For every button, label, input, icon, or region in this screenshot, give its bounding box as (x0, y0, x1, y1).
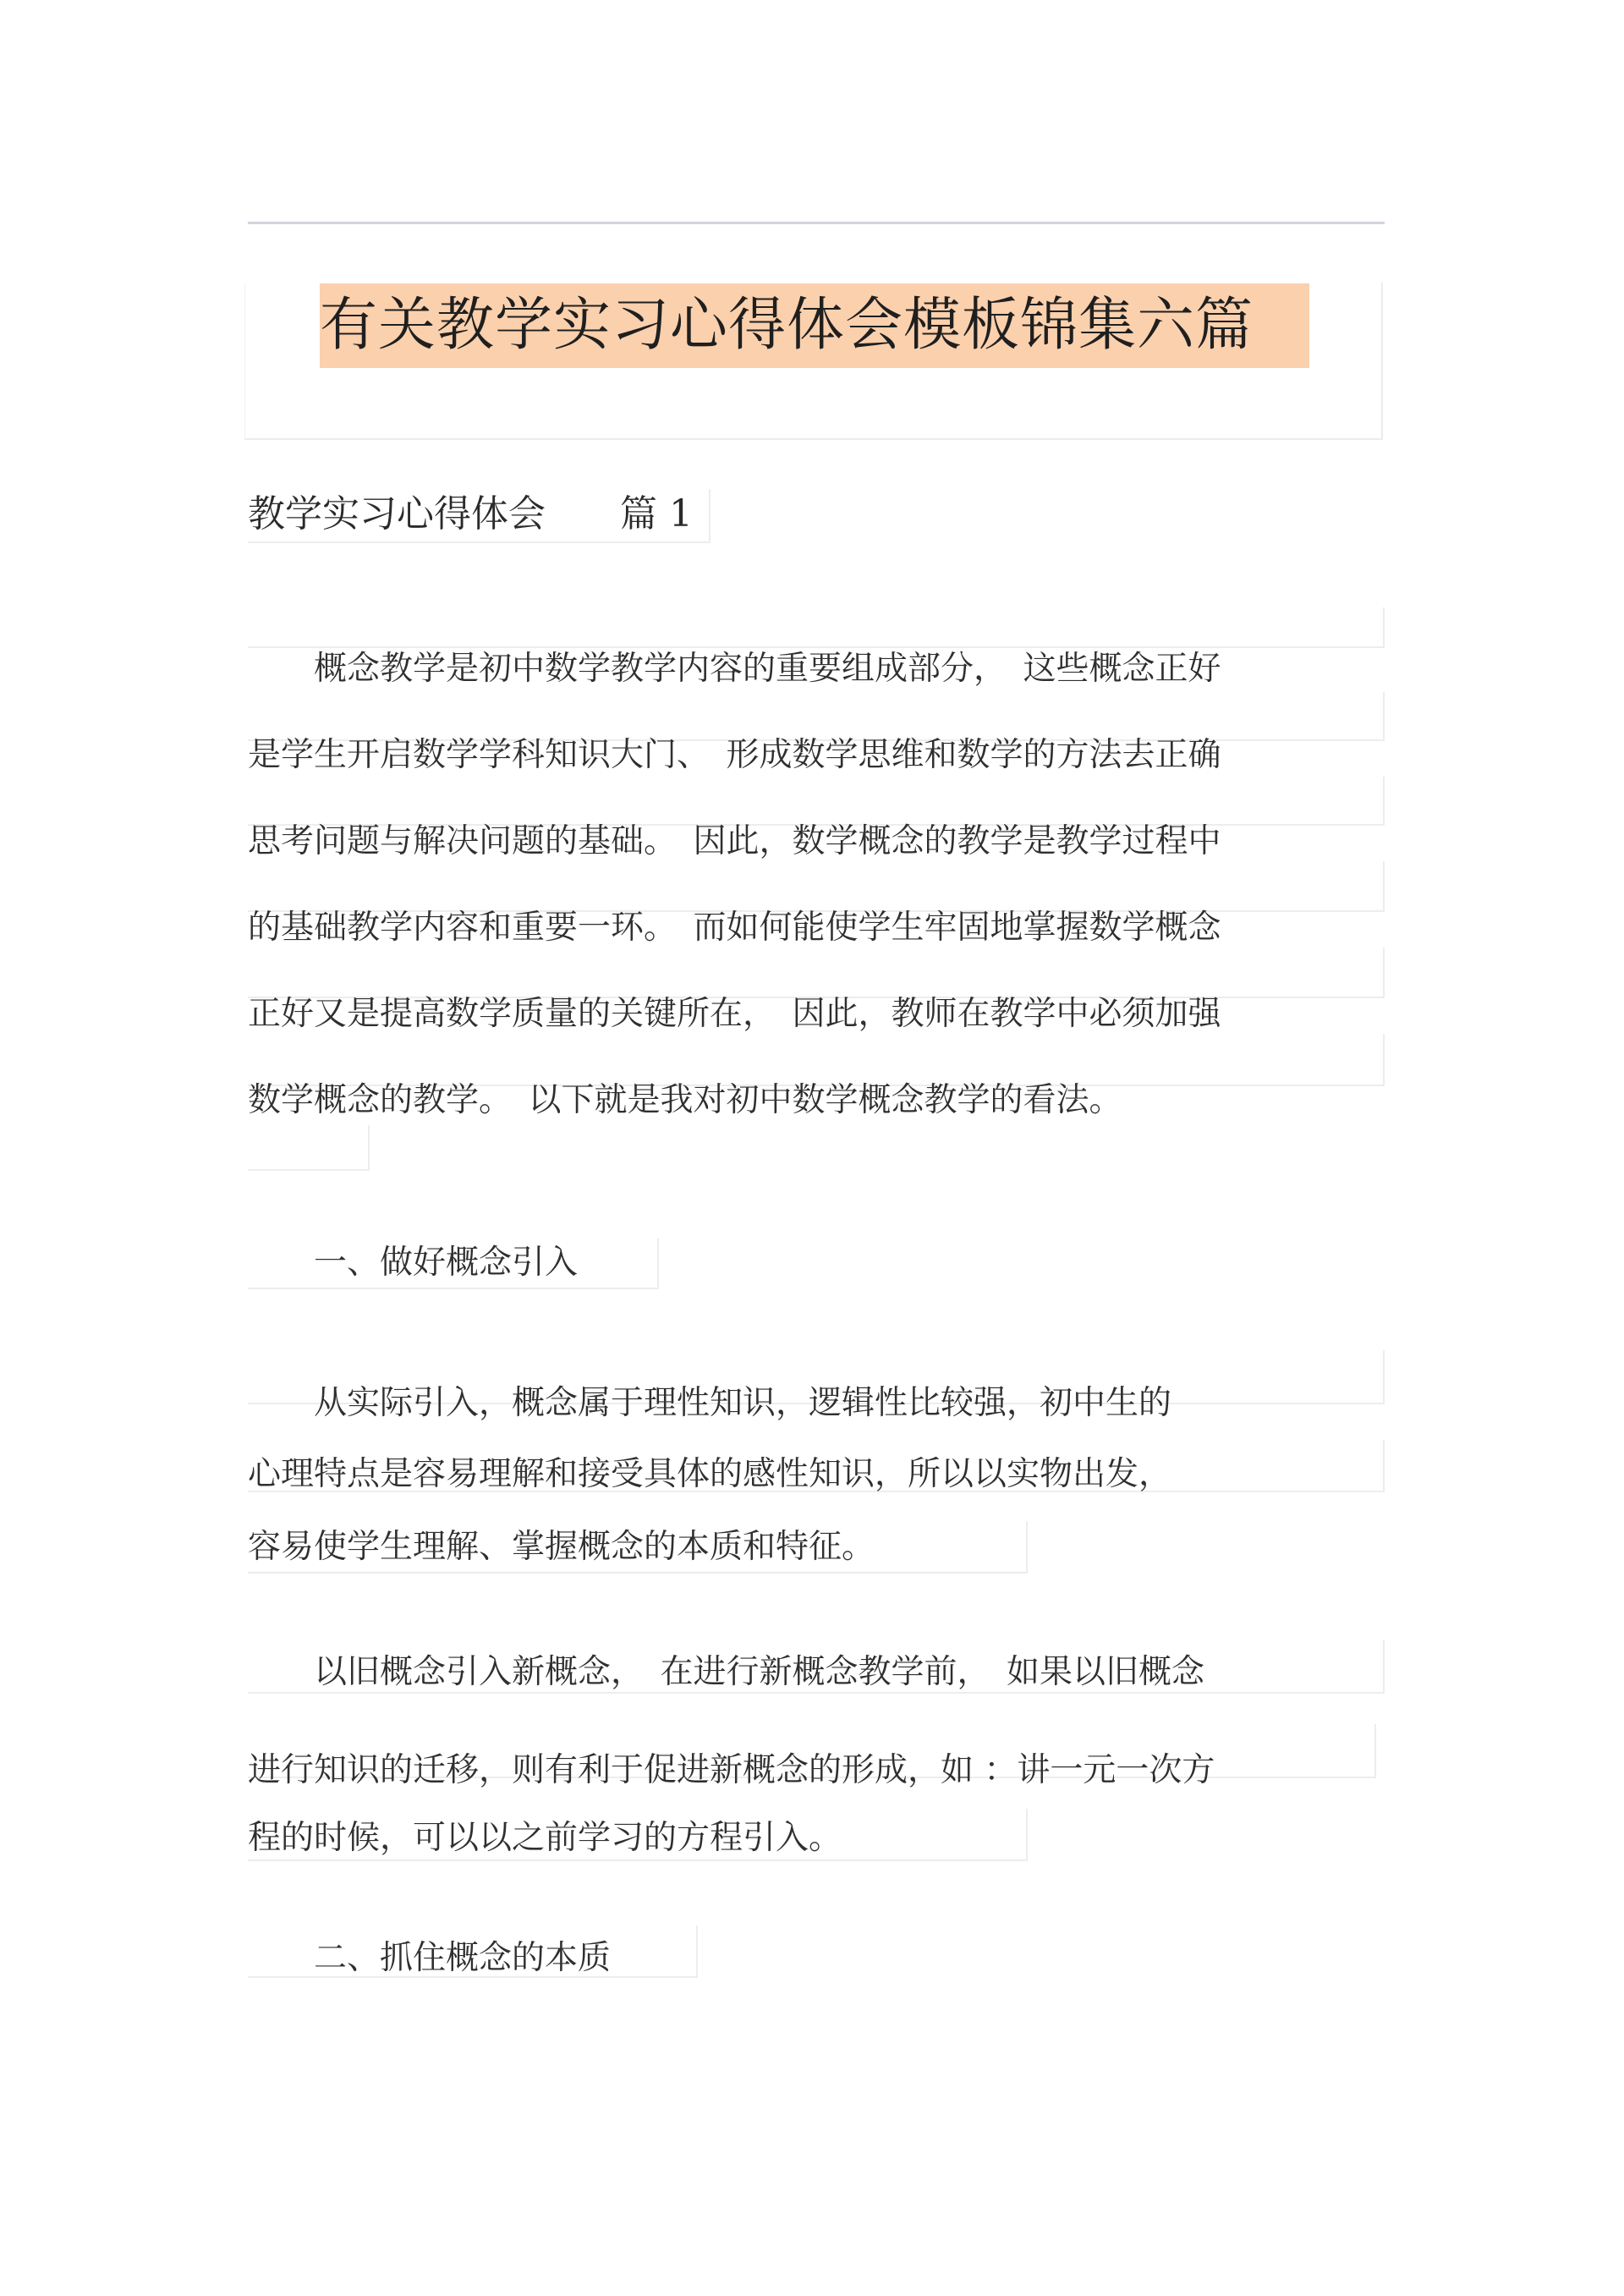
body-line-9: 容易使学生理解、掌握概念的本质和特征。 (248, 1528, 875, 1566)
line-frame (248, 861, 1385, 912)
body-line-8: 心理特点是容易理解和接受具体的感性知识，所以以实物出发， (248, 1455, 1172, 1493)
section-heading: 教学实习心得体会 篇 1 (248, 489, 710, 543)
body-line-11: 进行知识的迁移，则有利于促进新概念的形成，如 ：讲一元一次方 (248, 1751, 1215, 1789)
line-frame (248, 1125, 370, 1171)
body-line-1: 概念教学是初中数学教学内容的重要组成部分， 这些概念正好 (248, 650, 1221, 688)
line-frame (248, 607, 1385, 648)
body-line-6: 数学概念的教学。 以下就是我对初中数学概念教学的看法。 (248, 1081, 1122, 1119)
body-line-5: 正好又是提高数学质量的关键所在， 因此，教师在教学中必须加强 (248, 995, 1221, 1033)
body-line-2: 是学生开启数学学科知识大门、 形成数学思维和数学的方法去正确 (248, 736, 1221, 774)
body-line-3: 思考问题与解决问题的基础。 因此，数学概念的教学是教学过程中 (248, 822, 1221, 860)
body-line-4: 的基础教学内容和重要一环。 而如何能使学生牢固地掌握数学概念 (248, 909, 1221, 947)
document-title: 有关教学实习心得体会模板锦集六篇 (320, 283, 1309, 368)
subheading-1: 一、做好概念引入 (248, 1244, 579, 1282)
subheading-2: 二、抓住概念的本质 (248, 1939, 612, 1977)
body-line-12: 程的时候，可以以之前学习的方程引入。 (248, 1819, 842, 1857)
line-frame (248, 948, 1385, 998)
body-line-10: 以旧概念引入新概念， 在进行新概念教学前， 如果以旧概念 (248, 1653, 1205, 1691)
body-line-7: 从实际引入，概念属于理性知识，逻辑性比较强，初中生的 (248, 1384, 1172, 1422)
top-divider (248, 222, 1385, 224)
